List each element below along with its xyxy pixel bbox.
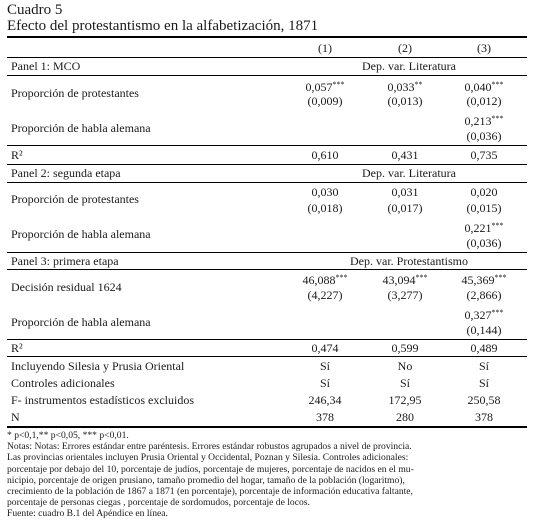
cell-se: (4,227) (307, 288, 343, 302)
panel-1-rule (7, 75, 527, 76)
cell-se: (0,036) (466, 129, 502, 143)
cell-value: 43,094*** (382, 273, 428, 287)
row-label: R² (11, 341, 23, 355)
cell-value: 172,95 (388, 393, 422, 407)
top-rule (7, 36, 527, 38)
panel-1-dep-var: Dep. var. Literatura (362, 59, 456, 73)
cell-value: 250,58 (467, 393, 501, 407)
row-label: Proporción de habla alemana (11, 227, 151, 241)
table-notes (7, 430, 529, 520)
note-line: crecimiento de la población de 1867 a 1871 (en porcentaje), porcentaje de información educativa faltante, (7, 486, 413, 498)
cell-se: (0,036) (466, 236, 502, 250)
column-header-3: (3) (477, 41, 491, 55)
cell-value: 0,599 (391, 341, 419, 355)
cell-se: (3,277) (387, 288, 423, 302)
note-line: Fuente: cuadro B.1 del Apéndice en línea. (7, 508, 168, 520)
cell-value: 280 (396, 410, 414, 424)
cell-value: 0,327*** (464, 308, 504, 322)
cell-value: Sí (478, 359, 489, 373)
row-label: Incluyendo Silesia y Prusia Oriental (11, 359, 185, 373)
cell-se: (0,144) (466, 323, 502, 337)
row-label: Proporción de habla alemana (11, 121, 151, 135)
row-label: Proporción de protestantes (11, 86, 139, 100)
panel-2-dep-var: Dep. var. Literatura (362, 166, 456, 180)
cell-value: 0,040*** (464, 80, 504, 94)
cell-value: Sí (478, 376, 489, 390)
note-line: * p<0,1,** p<0,05, *** p<0,01. (7, 430, 129, 441)
cell-se: (0,017) (387, 201, 423, 215)
cell-value: 0,031 (391, 185, 419, 199)
table-title: Efecto del protestantismo en la alfabetización, 1871 (7, 18, 319, 34)
column-header-1: (1) (318, 41, 332, 55)
cell-value: 0,033** (387, 80, 423, 94)
cell-value: Sí (319, 376, 330, 390)
cell-se: (0,012) (466, 94, 502, 108)
row-label: N (11, 410, 20, 424)
row-label: Controles adicionales (11, 376, 115, 390)
note-line: porcentaje por debajo del 10, porcentaje de judíos, porcentaje de mujeres, porcentaje de nacidos en el mu- (7, 463, 414, 475)
bottom-section-rule (7, 356, 527, 357)
panel-3-dep-var: Dep. var. Protestantismo (350, 254, 468, 268)
row-label: Decisión residual 1624 (11, 280, 122, 294)
cell-value: 378 (316, 410, 334, 424)
cell-value: 45,369*** (461, 273, 507, 287)
cell-value: Sí (399, 376, 410, 390)
cell-value: Sí (319, 359, 330, 373)
cell-value: 0,610 (311, 148, 339, 162)
panel-2-label: Panel 2: segunda etapa (11, 166, 121, 180)
cell-value: 0,030 (311, 185, 339, 199)
row-rule (7, 145, 527, 146)
column-header-2: (2) (398, 41, 412, 55)
cell-value: 0,489 (470, 341, 498, 355)
note-line: nicipio, porcentaje de origen prusiano, tamaño promedio del hogar, tamaño de la población (logaritmo), (7, 474, 405, 486)
panel-3-label: Panel 3: primera etapa (11, 254, 119, 268)
row-label: Proporción de habla alemana (11, 315, 151, 329)
cell-value: 0,057*** (305, 80, 345, 94)
panel-1-label: Panel 1: MCO (11, 59, 81, 73)
cell-value: 0,213*** (464, 114, 504, 128)
cell-value: 46,088*** (302, 273, 348, 287)
bottom-rule (7, 426, 527, 428)
cell-value: 0,735 (470, 148, 498, 162)
row-label: F- instrumentos estadísticos excluidos (11, 393, 194, 407)
row-label: Proporción de protestantes (11, 192, 139, 206)
cell-se: (0,015) (466, 201, 502, 215)
row-label: R² (11, 148, 23, 162)
cell-se: (0,013) (387, 94, 423, 108)
note-line: Las provincias orientales incluyen Prusia Oriental y Occidental, Poznan y Silesia. Controles adicionales: (7, 452, 409, 464)
note-line: Notas: Notas: Errores estándar entre paréntesis. Errores estándar robustos agrupados a nivel de provincia. (7, 441, 412, 453)
cell-value: 0,020 (470, 185, 498, 199)
cell-se: (0,018) (307, 201, 343, 215)
cell-se: (2,866) (466, 288, 502, 302)
cell-value: 0,474 (311, 341, 339, 355)
table-number: Cuadro 5 (7, 2, 63, 18)
cell-value: 0,431 (391, 148, 419, 162)
cell-value: 0,221*** (464, 221, 504, 235)
cell-value: 246,34 (308, 393, 342, 407)
cell-se: (0,009) (307, 94, 343, 108)
cell-value: No (397, 359, 413, 373)
panel-2-rule (7, 182, 527, 183)
cell-value: 378 (475, 410, 493, 424)
note-line: porcentaje de personas ciegas , porcentaje de sordomudos, porcentaje de locos. (7, 497, 310, 509)
